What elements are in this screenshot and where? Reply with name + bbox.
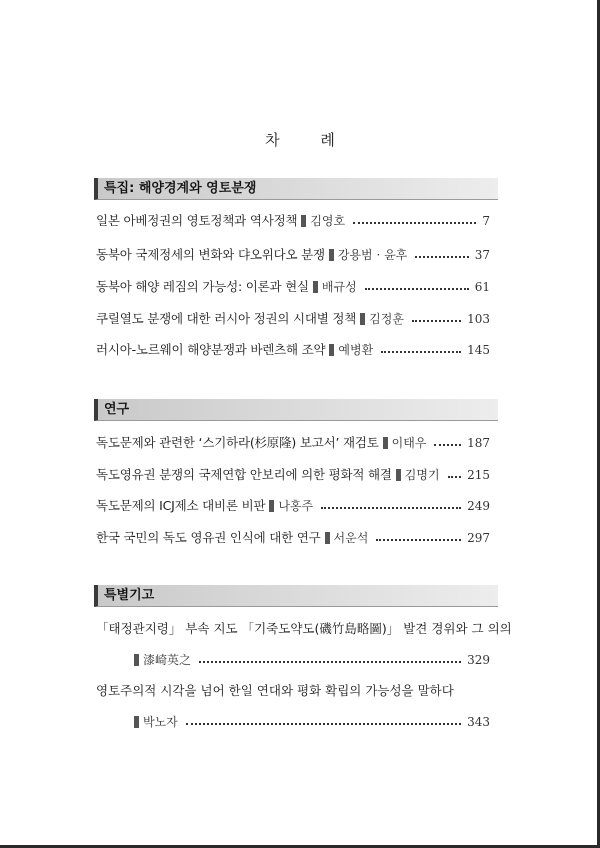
- author-marker: [396, 469, 401, 481]
- dot-leader: [353, 222, 476, 224]
- entry-author: 漆崎英之: [143, 653, 192, 667]
- author-marker: [360, 313, 365, 325]
- entry-title[interactable]: 「태정관지령」 부속 지도 「기죽도약도(磯竹島略圖)」 발견 경위와 그 의의: [96, 621, 512, 636]
- entry-title: 동북아 국제정세의 변화와 댜오위다오 분쟁: [96, 247, 325, 262]
- dot-leader: [321, 507, 461, 509]
- toc-entry[interactable]: [96, 529, 490, 547]
- entry-author: 배규성: [321, 280, 357, 294]
- author-marker: [325, 532, 330, 544]
- dot-leader: [186, 723, 461, 725]
- entry-page: 103: [467, 312, 490, 326]
- entry-title: 일본 아베정권의 영토정책과 역사정책: [96, 213, 298, 228]
- entry-author: 박노자: [143, 715, 178, 729]
- toc-entry[interactable]: [96, 310, 490, 328]
- author-marker: [313, 281, 318, 293]
- entry-author: 김영호: [310, 214, 346, 228]
- entry-author: 김정훈: [369, 312, 404, 326]
- entry-author: 이태우: [391, 436, 427, 450]
- entry-author: 강용범 · 윤후: [337, 248, 408, 262]
- dot-leader: [376, 539, 461, 541]
- toc-entry[interactable]: [134, 651, 490, 669]
- entry-title: 쿠릴열도 분쟁에 대한 러시아 정권의 시대별 정책: [96, 311, 357, 326]
- toc-entry[interactable]: [96, 434, 490, 452]
- author-marker: [329, 249, 334, 261]
- author-marker: [329, 344, 334, 356]
- entry-title: 독도영유권 분쟁의 국제연합 안보리에 의한 평화적 해결: [96, 467, 392, 482]
- toc-entry[interactable]: [134, 713, 490, 731]
- author-marker: [134, 654, 139, 666]
- author-marker: [134, 716, 139, 728]
- toc-entry[interactable]: [96, 497, 490, 515]
- dot-leader: [365, 288, 469, 290]
- entry-page: 343: [467, 715, 490, 729]
- section-header-special: 특집: 해양경계와 영토분쟁: [94, 178, 498, 200]
- dot-leader: [199, 661, 461, 663]
- entry-page: 61: [474, 280, 490, 294]
- section-header-special-contribution: 특별기고: [94, 585, 498, 607]
- entry-title: 러시아-노르웨이 해양분쟁과 바렌츠해 조약: [96, 342, 326, 357]
- entry-author: 나홍주: [278, 499, 314, 513]
- entry-page: 215: [467, 468, 490, 482]
- author-marker: [301, 215, 306, 227]
- entry-author: 김명기: [404, 468, 440, 482]
- entry-page: 297: [467, 531, 490, 545]
- entry-page: 329: [467, 653, 490, 667]
- entry-page: 249: [467, 499, 490, 513]
- entry-page: 7: [482, 214, 490, 228]
- entry-page: 145: [467, 343, 490, 357]
- dot-leader: [434, 444, 461, 446]
- entry-page: 187: [467, 436, 490, 450]
- dot-leader: [381, 351, 461, 353]
- page-title: 차 례: [265, 131, 353, 149]
- dot-leader: [412, 320, 461, 322]
- entry-page: 37: [474, 248, 490, 262]
- toc-entry[interactable]: [96, 341, 490, 359]
- toc-entry[interactable]: [96, 246, 490, 264]
- entry-title[interactable]: 영토주의적 시각을 넘어 한일 연대와 평화 확립의 가능성을 말하다: [96, 683, 454, 698]
- toc-entry[interactable]: [96, 212, 490, 230]
- entry-title: 동북아 해양 레짐의 가능성: 이론과 현실: [96, 279, 309, 294]
- author-marker: [269, 500, 274, 512]
- toc-entry[interactable]: [96, 466, 490, 484]
- dot-leader: [448, 476, 462, 478]
- dot-leader: [415, 256, 468, 258]
- toc-entry[interactable]: [96, 278, 490, 296]
- section-header-research: 연구: [94, 399, 498, 421]
- entry-author: 예병환: [338, 343, 374, 357]
- author-marker: [383, 437, 388, 449]
- entry-title: 독도문제와 관련한 ‘스기하라(杉原隆) 보고서’ 재검토: [96, 435, 379, 450]
- entry-title: 한국 국민의 독도 영유권 인식에 대한 연구: [96, 530, 321, 545]
- entry-author: 서운석: [333, 531, 369, 545]
- entry-title: 독도문제의 ICJ제소 대비론 비판: [96, 498, 266, 513]
